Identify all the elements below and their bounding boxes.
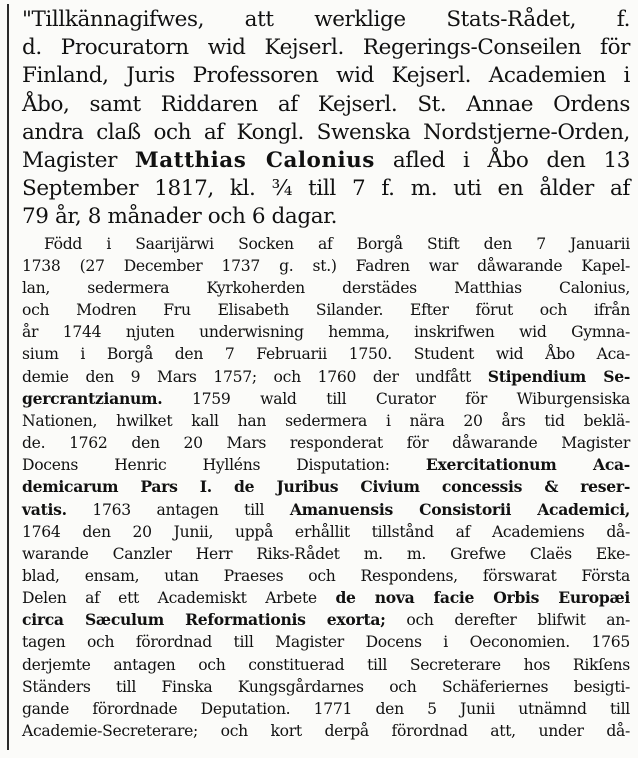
- body-line: 1738 (27 December 1737 g. st.) Fadren war dåwarande Kapel-: [22, 256, 630, 275]
- body-line: lan, sedermera Kyrkoherden derstädes Matthias Calonius,: [22, 278, 630, 297]
- body-line: gande förordnade Deputation. 1771 den 5 Junii utnämnd till: [22, 699, 630, 718]
- body-line: år 1744 njuten underwisning hemma, inskrifwen wid Gymna-: [22, 323, 630, 342]
- body-text: 1763 antagen till: [66, 500, 290, 519]
- body-text: och derefter blifwit an-: [385, 611, 631, 630]
- bold-term: Amanuensis Consistorii Academici,: [289, 499, 631, 519]
- lead-line: "Tillkännagifwes, att werklige Stats-Rådet, f.: [22, 7, 630, 32]
- lead-line: d. Procuratorn wid Kejserl. Regerings-Conseilen för: [22, 35, 630, 61]
- body-line: [22, 454, 630, 476]
- body-line: [22, 587, 630, 609]
- article-column: [22, 6, 630, 742]
- lead-line: September 1817, kl. ¾ till 7 f. m. uti en ålder af: [22, 176, 630, 202]
- body-line: [22, 366, 630, 388]
- bold-term: Stipendium Se-: [487, 366, 630, 386]
- biography-paragraph: [22, 233, 630, 743]
- body-line: tagen och förordnad till Magister Docens i Oeconomien. 1765: [22, 633, 630, 652]
- obituary-lead-paragraph: [22, 6, 630, 232]
- lead-text: Magister: [22, 148, 135, 174]
- bold-term: gercrantzianum.: [22, 388, 163, 408]
- lead-line: 79 år, 8 månader och 6 dagar.: [22, 204, 338, 230]
- body-line: derjemte antagen och constituerad till Secreterare hos Rikſens: [22, 655, 630, 674]
- column-margin-rule: [7, 4, 9, 750]
- body-line: Academie-Secreterare; och kort derpå förordnad att, under då-: [22, 722, 630, 741]
- body-text: demie den 9 Mars 1757; och 1760 der undfått: [22, 367, 488, 386]
- bold-term: de nova facie Orbis Europæi: [335, 588, 631, 608]
- body-text: Delen af ett Academiskt Arbete: [22, 589, 336, 608]
- body-line: blad, ensam, utan Praeses och Respondens, förswarat Första: [22, 566, 630, 585]
- body-text: Docens Henric Hylléns Disputation:: [22, 456, 426, 475]
- body-line: Född i Saarijärwi Socken af Borgå Stift den 7 Januarii: [44, 234, 630, 253]
- body-line: 1764 den 20 Junii, uppå erhållit tillstånd af Academiens då-: [22, 522, 630, 541]
- bold-term: circa Sæculum Reformationis exorta;: [22, 610, 386, 630]
- lead-line: Åbo, samt Riddaren af Kejserl. St. Annae Ordens: [22, 91, 630, 117]
- body-line: [22, 388, 630, 410]
- body-line: [22, 609, 630, 631]
- body-line: warande Canzler Herr Riks-Rådet m. m. Grefwe Claës Eke-: [22, 544, 630, 563]
- lead-text: afled i Åbo den 13: [374, 148, 630, 174]
- bold-term: Exercitationum Aca-: [425, 455, 630, 475]
- lead-line-with-name: [22, 147, 630, 175]
- deceased-name: Matthias Calonius: [134, 148, 375, 174]
- body-line: sium i Borgå den 7 Februarii 1750. Student wid Åbo Aca-: [22, 345, 630, 364]
- bold-term: vatis.: [22, 499, 67, 519]
- body-line-bold: demicarum Pars I. de Juribus Civium concessis & reser-: [22, 477, 630, 497]
- body-line: [22, 499, 630, 521]
- body-line: Ständers till Finska Kungsgårdarnes och Schäferiernes besigti-: [22, 677, 630, 696]
- body-text: 1759 wald till Curator för Wiburgensiska: [162, 389, 630, 408]
- lead-line: Finland, Juris Professoren wid Kejserl. Academien i: [22, 63, 630, 89]
- body-line: Nationen, hwilket kall han sedermera i nära 20 års tid beklä-: [22, 411, 630, 430]
- body-line: och Modren Fru Elisabeth Silander. Efter förut och ifrån: [22, 301, 630, 320]
- lead-line: andra claß och af Kongl. Swenska Nordstjerne-Orden,: [22, 119, 630, 145]
- body-line: de. 1762 den 20 Mars responderat för dåwarande Magister: [22, 434, 630, 453]
